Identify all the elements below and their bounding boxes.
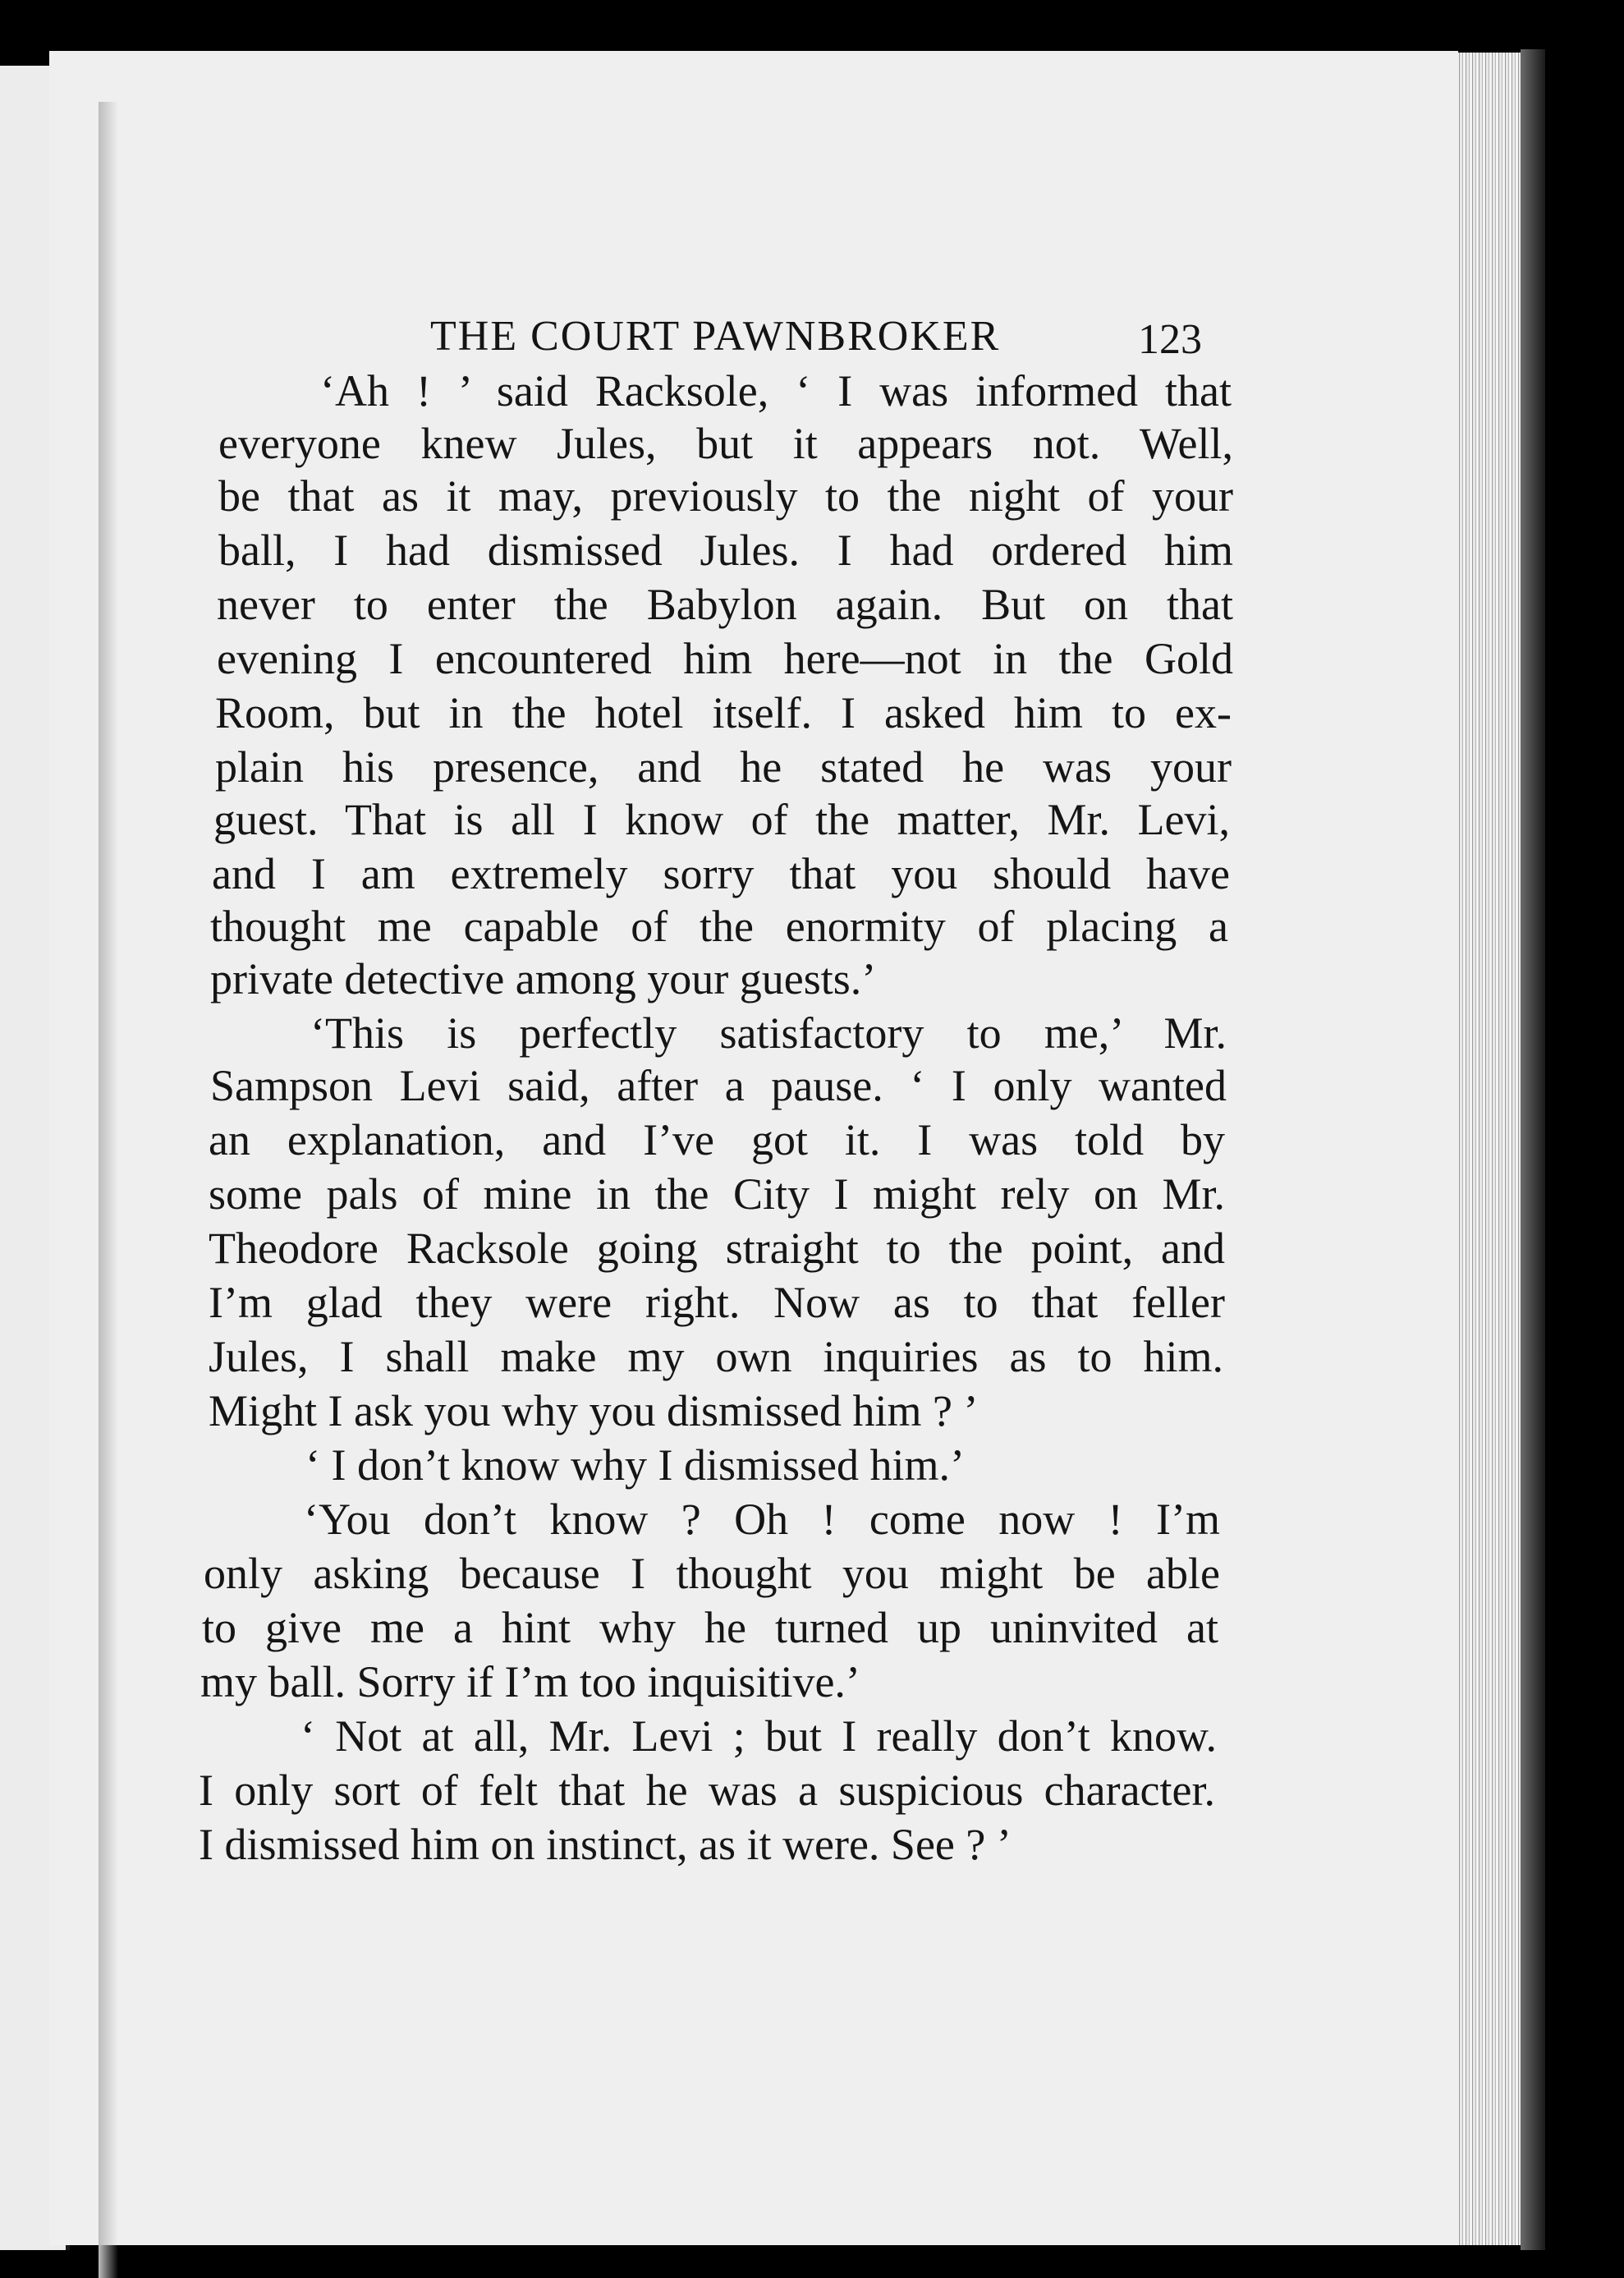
text-line: some pals of mine in the City I might rely on Mr. (209, 1169, 1225, 1219)
text-line: guest. That is all I know of the matter, Mr. Levi, (213, 795, 1230, 844)
book-page (49, 51, 1458, 2245)
text-line: and I am extremely sorry that you should have (212, 849, 1230, 898)
text-line: Jules, I shall make my own inquiries as to him. (209, 1332, 1223, 1381)
text-line: I dismissed him on instinct, as it were. See ? ’ (199, 1820, 1012, 1869)
text-line: Might I ask you why you dismissed him ? ’ (209, 1386, 979, 1435)
text-line: ‘ I don’t know why I dismissed him.’ (305, 1440, 965, 1490)
text-line: be that as it may, previously to the night of your (218, 471, 1233, 521)
text-line: never to enter the Babylon again. But on that (217, 580, 1233, 629)
text-line: ‘ Not at all, Mr. Levi ; but I really don’t know. (300, 1711, 1217, 1761)
running-title: THE COURT PAWNBROKER (430, 313, 1001, 360)
text-line: everyone knew Jules, but it appears not. Well, (218, 419, 1233, 468)
text-line: Room, but in the hotel itself. I asked him to ex- (215, 688, 1232, 737)
text-line: ‘Ah ! ’ said Racksole, ‘ I was informed that (320, 366, 1232, 416)
text-line: I only sort of felt that he was a suspicious character. (199, 1766, 1215, 1815)
text-line: an explanation, and I’ve got it. I was told by (209, 1115, 1225, 1164)
page-number: 123 (1138, 316, 1202, 363)
text-line: ‘You don’t know ? Oh ! come now ! I’m (304, 1495, 1220, 1544)
text-line: only asking because I thought you might be able (204, 1549, 1220, 1598)
text-line: to give me a hint why he turned up uninvited at (202, 1603, 1218, 1652)
spine-shadow (99, 102, 118, 2278)
text-line: ball, I had dismissed Jules. I had ordered him (218, 526, 1233, 575)
text-line: Theodore Racksole going straight to the point, and (209, 1224, 1225, 1273)
text-line: evening I encountered him here—not in the Gold (217, 634, 1233, 683)
text-line: private detective among your guests.’ (210, 954, 877, 1004)
text-line: Sampson Levi said, after a pause. ‘ I only wanted (210, 1061, 1227, 1110)
text-line: thought me capable of the enormity of placing a (210, 902, 1228, 951)
text-line: ‘This is perfectly satisfactory to me,’ Mr. (310, 1008, 1227, 1058)
text-line: my ball. Sorry if I’m too inquisitive.’ (200, 1657, 860, 1706)
text-line: plain his presence, and he stated he was your (215, 742, 1232, 792)
page-stack-shadow (1521, 49, 1545, 2250)
text-line: I’m glad they were right. Now as to that feller (209, 1278, 1225, 1327)
